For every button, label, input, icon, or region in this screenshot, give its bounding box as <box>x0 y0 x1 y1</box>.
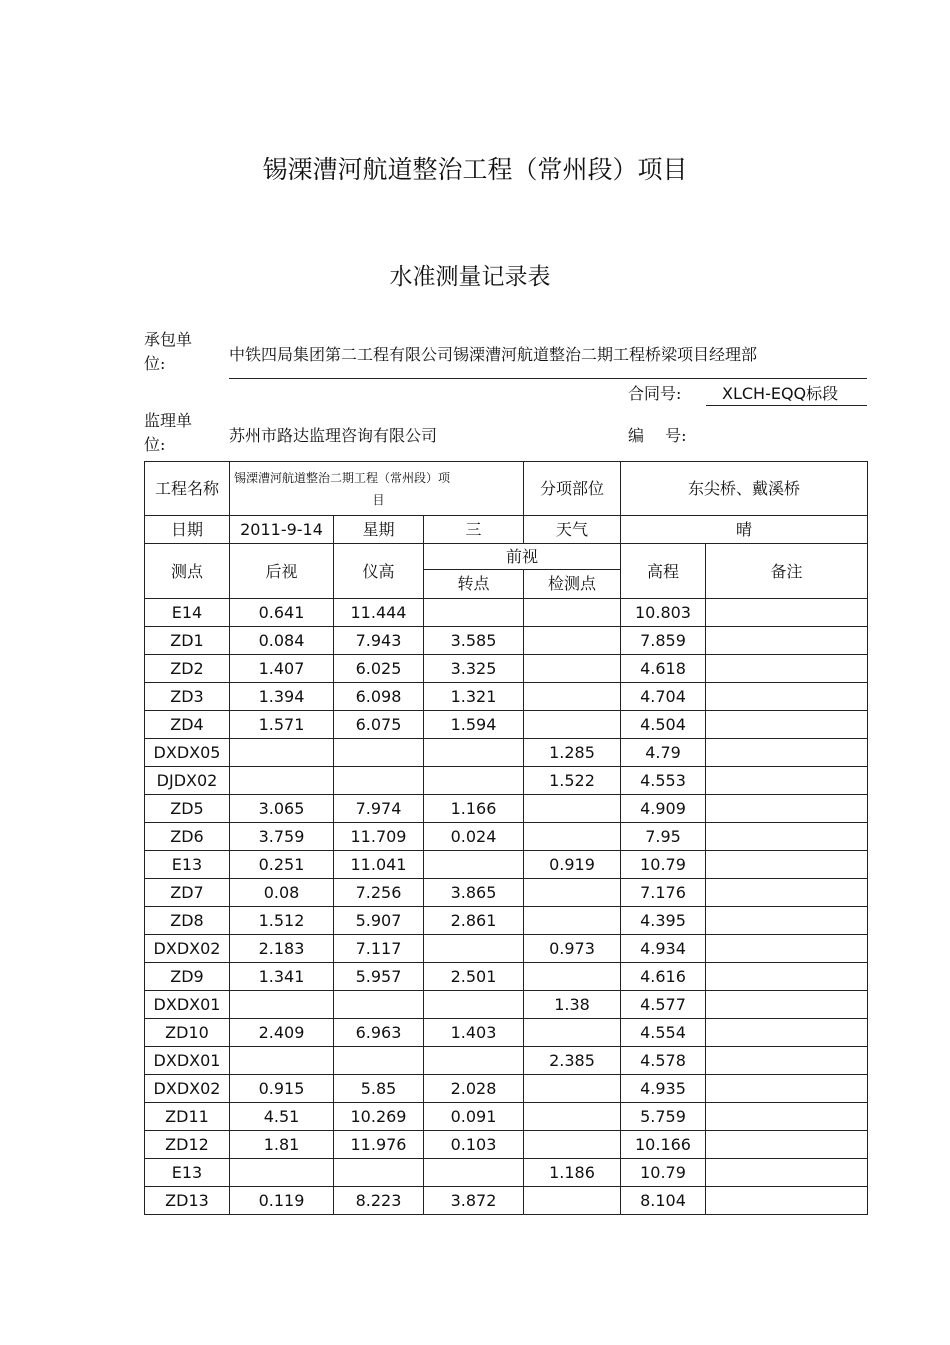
cell-remarks <box>706 907 868 935</box>
cell-point: ZD6 <box>145 823 230 851</box>
cell-backsight: 1.512 <box>230 907 334 935</box>
cell-instrument-height <box>334 767 424 795</box>
cell-point: DXDX05 <box>145 739 230 767</box>
cell-elevation: 4.934 <box>621 935 706 963</box>
cell-check: 1.38 <box>524 991 621 1019</box>
cell-point: DJDX02 <box>145 767 230 795</box>
cell-check <box>524 879 621 907</box>
cell-check: 1.285 <box>524 739 621 767</box>
weekday-label: 星期 <box>334 516 424 544</box>
cell-turning <box>424 767 524 795</box>
cell-check <box>524 711 621 739</box>
cell-check <box>524 683 621 711</box>
cell-elevation: 4.577 <box>621 991 706 1019</box>
cell-elevation: 10.166 <box>621 1131 706 1159</box>
cell-elevation: 4.909 <box>621 795 706 823</box>
cell-backsight: 0.084 <box>230 627 334 655</box>
cell-backsight: 1.81 <box>230 1131 334 1159</box>
table-row <box>145 599 868 627</box>
table-row <box>145 1131 868 1159</box>
cell-instrument-height: 7.117 <box>334 935 424 963</box>
cell-check <box>524 1103 621 1131</box>
cell-instrument-height <box>334 1159 424 1187</box>
cell-remarks <box>706 711 868 739</box>
cell-backsight <box>230 1159 334 1187</box>
col-check-header: 检测点 <box>524 570 621 599</box>
cell-turning <box>424 935 524 963</box>
cell-remarks <box>706 683 868 711</box>
cell-instrument-height: 5.85 <box>334 1075 424 1103</box>
col-turning-header: 转点 <box>424 570 524 599</box>
cell-turning: 1.321 <box>424 683 524 711</box>
cell-instrument-height <box>334 739 424 767</box>
date-row <box>145 516 868 544</box>
cell-remarks <box>706 935 868 963</box>
table-row <box>145 795 868 823</box>
weather-value: 晴 <box>621 516 868 544</box>
cell-elevation: 4.616 <box>621 963 706 991</box>
cell-instrument-height: 5.957 <box>334 963 424 991</box>
table-row <box>145 851 868 879</box>
cell-backsight <box>230 767 334 795</box>
table-row <box>145 1187 868 1215</box>
date-label: 日期 <box>145 516 230 544</box>
cell-point: ZD4 <box>145 711 230 739</box>
cell-remarks <box>706 823 868 851</box>
cell-elevation: 4.618 <box>621 655 706 683</box>
cell-check <box>524 1019 621 1047</box>
table-row <box>145 627 868 655</box>
contractor-label-line1: 承包单 <box>144 330 193 349</box>
table-row <box>145 1019 868 1047</box>
cell-turning: 0.103 <box>424 1131 524 1159</box>
cell-point: DXDX01 <box>145 991 230 1019</box>
cell-elevation: 4.704 <box>621 683 706 711</box>
contractor-value: 中铁四局集团第二工程有限公司锡溧漕河航道整治二期工程桥梁项目经理部 <box>229 345 758 364</box>
table-row <box>145 683 868 711</box>
cell-instrument-height: 6.075 <box>334 711 424 739</box>
cell-instrument-height: 10.269 <box>334 1103 424 1131</box>
cell-check <box>524 1187 621 1215</box>
cell-remarks <box>706 599 868 627</box>
cell-point: ZD7 <box>145 879 230 907</box>
cell-elevation: 4.935 <box>621 1075 706 1103</box>
cell-instrument-height: 11.041 <box>334 851 424 879</box>
table-row <box>145 1075 868 1103</box>
cell-point: E14 <box>145 599 230 627</box>
cell-point: ZD3 <box>145 683 230 711</box>
cell-remarks <box>706 655 868 683</box>
project-value-line1: 锡溧漕河航道整治二期工程（常州段）项 <box>234 470 451 485</box>
table-row <box>145 963 868 991</box>
cell-elevation: 8.104 <box>621 1187 706 1215</box>
contractor-label <box>144 328 192 376</box>
cell-elevation: 10.803 <box>621 599 706 627</box>
cell-turning: 3.865 <box>424 879 524 907</box>
cell-instrument-height: 6.098 <box>334 683 424 711</box>
supervisor-label-line1: 监理单 <box>144 411 193 430</box>
cell-backsight: 0.251 <box>230 851 334 879</box>
cell-instrument-height: 11.444 <box>334 599 424 627</box>
contract-underline <box>706 405 867 406</box>
cell-remarks <box>706 1159 868 1187</box>
cell-elevation: 4.504 <box>621 711 706 739</box>
cell-elevation: 10.79 <box>621 851 706 879</box>
cell-turning: 2.028 <box>424 1075 524 1103</box>
cell-backsight <box>230 991 334 1019</box>
cell-check: 2.385 <box>524 1047 621 1075</box>
project-label: 工程名称 <box>145 462 230 516</box>
cell-instrument-height: 7.943 <box>334 627 424 655</box>
page-title: 锡溧漕河航道整治工程（常州段）项目 <box>262 155 688 184</box>
cell-remarks <box>706 767 868 795</box>
cell-check <box>524 823 621 851</box>
cell-remarks <box>706 1047 868 1075</box>
col-elevation-header: 高程 <box>621 544 706 599</box>
cell-point: ZD12 <box>145 1131 230 1159</box>
table-row <box>145 1103 868 1131</box>
cell-point: ZD10 <box>145 1019 230 1047</box>
cell-point: E13 <box>145 851 230 879</box>
cell-backsight <box>230 739 334 767</box>
cell-turning: 3.585 <box>424 627 524 655</box>
cell-backsight: 2.183 <box>230 935 334 963</box>
cell-instrument-height: 6.963 <box>334 1019 424 1047</box>
cell-check <box>524 1131 621 1159</box>
cell-check: 1.522 <box>524 767 621 795</box>
contractor-label-line2: 位: <box>144 354 166 373</box>
cell-instrument-height: 6.025 <box>334 655 424 683</box>
cell-remarks <box>706 879 868 907</box>
cell-remarks <box>706 991 868 1019</box>
cell-backsight: 0.119 <box>230 1187 334 1215</box>
cell-backsight <box>230 1047 334 1075</box>
cell-point: ZD8 <box>145 907 230 935</box>
cell-remarks <box>706 1131 868 1159</box>
cell-turning: 3.325 <box>424 655 524 683</box>
cell-turning: 0.024 <box>424 823 524 851</box>
col-foresight-header: 前视 <box>424 544 621 570</box>
header-row-1 <box>145 544 868 570</box>
cell-check <box>524 655 621 683</box>
cell-point: DXDX02 <box>145 1075 230 1103</box>
cell-instrument-height: 8.223 <box>334 1187 424 1215</box>
cell-instrument-height: 5.907 <box>334 907 424 935</box>
cell-check <box>524 907 621 935</box>
cell-check <box>524 627 621 655</box>
cell-elevation: 4.554 <box>621 1019 706 1047</box>
contract-label: 合同号: <box>628 384 682 403</box>
cell-elevation: 10.79 <box>621 1159 706 1187</box>
cell-point: ZD11 <box>145 1103 230 1131</box>
cell-instrument-height: 7.974 <box>334 795 424 823</box>
cell-elevation: 7.95 <box>621 823 706 851</box>
cell-remarks <box>706 963 868 991</box>
cell-backsight: 0.915 <box>230 1075 334 1103</box>
table-row <box>145 1159 868 1187</box>
cell-elevation: 7.176 <box>621 879 706 907</box>
cell-check: 0.973 <box>524 935 621 963</box>
cell-check <box>524 1075 621 1103</box>
cell-remarks <box>706 1187 868 1215</box>
cell-turning <box>424 599 524 627</box>
contract-value: XLCH-EQQ标段 <box>722 384 839 403</box>
supervisor-label-line2: 位: <box>144 435 166 454</box>
table-row <box>145 1047 868 1075</box>
cell-backsight: 0.08 <box>230 879 334 907</box>
cell-turning: 1.594 <box>424 711 524 739</box>
cell-elevation: 5.759 <box>621 1103 706 1131</box>
cell-instrument-height: 11.709 <box>334 823 424 851</box>
cell-remarks <box>706 1075 868 1103</box>
cell-point: DXDX02 <box>145 935 230 963</box>
table-row <box>145 655 868 683</box>
cell-point: DXDX01 <box>145 1047 230 1075</box>
cell-turning <box>424 1159 524 1187</box>
cell-point: ZD5 <box>145 795 230 823</box>
cell-turning <box>424 991 524 1019</box>
cell-turning: 2.861 <box>424 907 524 935</box>
cell-backsight: 4.51 <box>230 1103 334 1131</box>
cell-check <box>524 599 621 627</box>
supervisor-label <box>144 409 192 457</box>
weather-label: 天气 <box>524 516 621 544</box>
cell-backsight: 3.759 <box>230 823 334 851</box>
cell-backsight: 1.394 <box>230 683 334 711</box>
cell-elevation: 4.578 <box>621 1047 706 1075</box>
date-value: 2011-9-14 <box>230 516 334 544</box>
table-row <box>145 711 868 739</box>
cell-elevation: 4.79 <box>621 739 706 767</box>
cell-backsight: 2.409 <box>230 1019 334 1047</box>
table-row <box>145 767 868 795</box>
cell-point: ZD2 <box>145 655 230 683</box>
table-row <box>145 739 868 767</box>
col-backsight-header: 后视 <box>230 544 334 599</box>
weekday-value: 三 <box>424 516 524 544</box>
cell-point: ZD9 <box>145 963 230 991</box>
cell-remarks <box>706 739 868 767</box>
cell-elevation: 7.859 <box>621 627 706 655</box>
cell-instrument-height <box>334 1047 424 1075</box>
table-row <box>145 907 868 935</box>
cell-remarks <box>706 795 868 823</box>
section-label: 分项部位 <box>524 462 621 516</box>
col-point-header: 测点 <box>145 544 230 599</box>
cell-turning: 1.166 <box>424 795 524 823</box>
cell-point: ZD1 <box>145 627 230 655</box>
table-row <box>145 991 868 1019</box>
table-row <box>145 879 868 907</box>
cell-point: ZD13 <box>145 1187 230 1215</box>
cell-check <box>524 963 621 991</box>
cell-turning: 3.872 <box>424 1187 524 1215</box>
cell-instrument-height <box>334 991 424 1019</box>
table-row <box>145 823 868 851</box>
cell-turning <box>424 739 524 767</box>
cell-backsight: 1.571 <box>230 711 334 739</box>
page-subtitle: 水准测量记录表 <box>389 264 551 290</box>
cell-elevation: 4.395 <box>621 907 706 935</box>
cell-turning: 0.091 <box>424 1103 524 1131</box>
cell-point: E13 <box>145 1159 230 1187</box>
table-row <box>145 935 868 963</box>
cell-remarks <box>706 1019 868 1047</box>
leveling-record-table <box>144 461 868 1215</box>
cell-remarks <box>706 1103 868 1131</box>
project-value <box>230 462 524 516</box>
cell-turning <box>424 851 524 879</box>
col-remarks-header: 备注 <box>706 544 868 599</box>
cell-remarks <box>706 627 868 655</box>
cell-turning: 1.403 <box>424 1019 524 1047</box>
cell-backsight: 3.065 <box>230 795 334 823</box>
cell-turning: 2.501 <box>424 963 524 991</box>
cell-backsight: 0.641 <box>230 599 334 627</box>
cell-elevation: 4.553 <box>621 767 706 795</box>
cell-check: 0.919 <box>524 851 621 879</box>
contractor-underline <box>229 378 867 379</box>
cell-backsight: 1.341 <box>230 963 334 991</box>
number-label: 编 号: <box>628 426 687 445</box>
cell-instrument-height: 7.256 <box>334 879 424 907</box>
col-instrument-height-header: 仪高 <box>334 544 424 599</box>
section-value: 东尖桥、戴溪桥 <box>621 462 868 516</box>
project-row <box>145 462 868 516</box>
cell-check <box>524 795 621 823</box>
project-value-line2: 目 <box>372 492 385 507</box>
cell-remarks <box>706 851 868 879</box>
cell-check: 1.186 <box>524 1159 621 1187</box>
cell-instrument-height: 11.976 <box>334 1131 424 1159</box>
cell-turning <box>424 1047 524 1075</box>
cell-backsight: 1.407 <box>230 655 334 683</box>
supervisor-value: 苏州市路达监理咨询有限公司 <box>229 426 438 445</box>
